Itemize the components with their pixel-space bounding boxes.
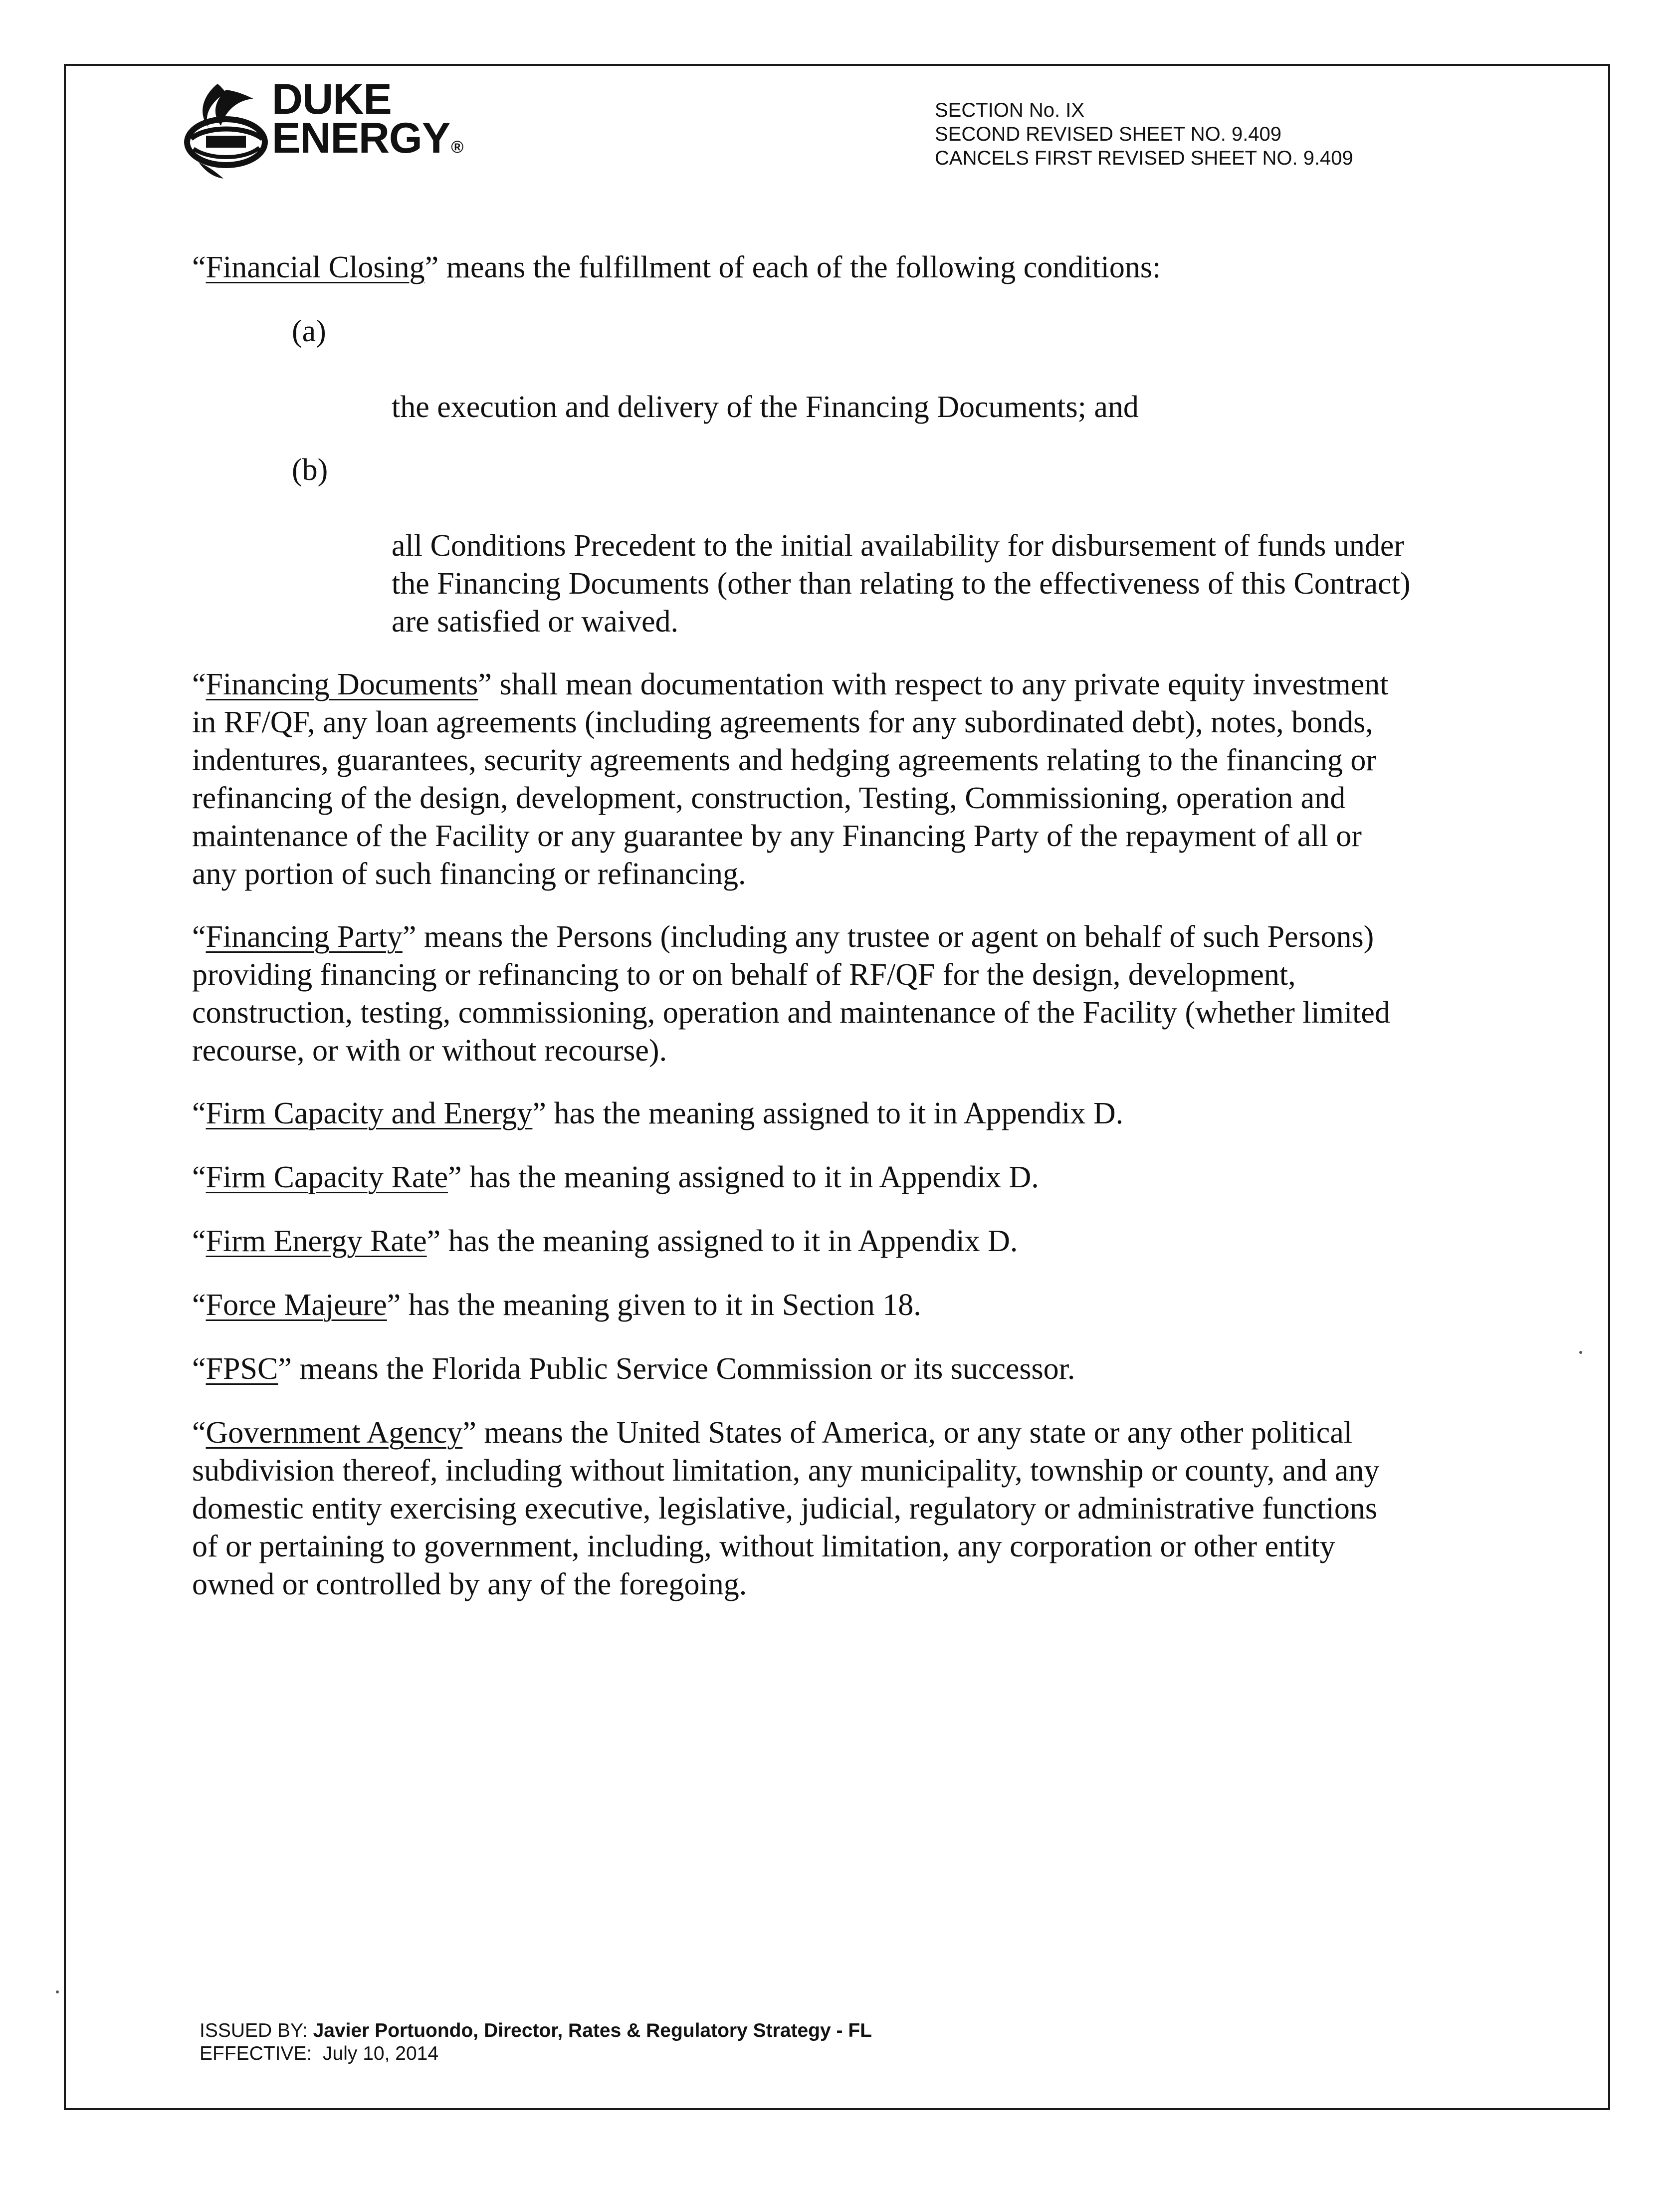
item-text: all Conditions Precedent to the initial availability for disbursement of funds under the Financing Documents (other than relating to the effectiveness of this Contract) are satisfied or waived. — [392, 529, 1411, 639]
definition-text: means the fulfillment of each of the following conditions: — [438, 250, 1161, 284]
definition-text: means the Persons (including any trustee or agent on behalf of such Persons) providing financing or refinancing to or on behalf of RF/QF for the design, development, construction, testing, commissioning, operation and maintenance of the Facility (whether limited recourse, or with or without recourse). — [192, 920, 1390, 1068]
definition-text: shall mean documentation with respect to any private equity investment in RF/QF, any loan agreements (including agreements for any subordinated debt), notes, bonds, indentures, guarantees, security agreements and hedging agreements relating to the financing or refinancing of the design, development, construction, Testing, Commissioning, operation and maintenance of the Facility or any guarantee by any Financing Party of the repayment of all or any portion of such financing or refinancing. — [192, 667, 1389, 891]
cancels-sheet: CANCELS FIRST REVISED SHEET NO. 9.409 — [935, 147, 1353, 169]
definition-force-majeure: “Force Majeure” has the meaning given to it in Section 18. — [192, 1288, 921, 1322]
definition-firm-capacity-energy: “Firm Capacity and Energy” has the meaning assigned to it in Appendix D. — [192, 1096, 1124, 1130]
effective-date: July 10, 2014 — [312, 2043, 439, 2064]
section-number: SECTION No. IX — [935, 99, 1085, 121]
item-label: (b) — [292, 453, 328, 487]
item-text: the execution and delivery of the Financing Documents; and — [392, 390, 1139, 424]
logo-wordmark — [272, 75, 463, 167]
sheet-number: SECOND REVISED SHEET NO. 9.409 — [935, 123, 1282, 145]
definition-text: has the meaning given to it in Section 18. — [401, 1288, 921, 1322]
item-label: (a) — [292, 314, 326, 348]
defined-term: FPSC — [206, 1352, 278, 1386]
effective-label: EFFECTIVE: — [200, 2043, 312, 2064]
definition-text: means the United States of America, or any state or any other political subdivision thereof, including without limitation, any municipality, township or county, and any domestic entity exercising executive, legislative, judicial, regulatory or administrative functions of or pertaining to government, including, without limitation, any corporation or other entity owned or controlled by any of the foregoing. — [192, 1416, 1380, 1601]
definition-financial-closing: “Financial Closing” means the fulfillment of each of the following conditions: — [192, 250, 1161, 284]
defined-term: Firm Energy Rate — [206, 1224, 427, 1258]
definition-text: has the meaning assigned to it in Appendix D. — [461, 1160, 1039, 1194]
defined-term: Government Agency — [206, 1416, 463, 1450]
definitions-body — [192, 248, 1479, 1628]
definition-financing-documents: “Financing Documents” shall mean documentation with respect to any private equity investment in RF/QF, any loan agreements (including agreements for any subordinated debt), notes, bonds, indentures, guarantees, security agreements and hedging agreements relating to the financing or refinancing of the design, development, construction, Testing, Commissioning, operation and maintenance of the Facility or any guarantee by any Financing Party of the repayment of all or any portion of such financing or refinancing. — [192, 667, 1389, 891]
issued-by-value: Javier Portuondo, Director, Rates & Regulatory Strategy - FL — [307, 2020, 872, 2041]
scan-speck — [1579, 1351, 1582, 1354]
defined-term: Financing Party — [206, 920, 403, 954]
condition-item-b — [192, 451, 1479, 641]
issued-by-label: ISSUED BY: — [200, 2020, 308, 2041]
definition-text: means the Florida Public Service Commission or its successor. — [291, 1352, 1075, 1386]
definition-firm-energy-rate: “Firm Energy Rate” has the meaning assigned to it in Appendix D. — [192, 1224, 1018, 1258]
definition-financing-party: “Financing Party” means the Persons (including any trustee or agent on behalf of such Persons) providing financing or refinancing to or on behalf of RF/QF for the design, development, construction, testing, commissioning, operation and maintenance of the Facility (whether limited recourse, or with or without recourse). — [192, 920, 1390, 1068]
effective-line — [200, 2042, 872, 2065]
logo-line1: DUKE — [272, 75, 392, 123]
defined-term: Firm Capacity and Energy — [206, 1096, 533, 1130]
defined-term: Financial Closing — [206, 250, 425, 284]
defined-term: Financing Documents — [206, 667, 478, 701]
scan-speck — [56, 1990, 59, 1993]
condition-item-a — [192, 312, 1479, 426]
definition-firm-capacity-rate: “Firm Capacity Rate” has the meaning assigned to it in Appendix D. — [192, 1160, 1039, 1194]
definition-text: has the meaning assigned to it in Appendix D. — [440, 1224, 1018, 1258]
logo-line2: ENERGY — [272, 114, 450, 162]
duke-energy-logo — [179, 75, 478, 185]
issuance-footer — [200, 2019, 872, 2065]
duke-energy-globe-flame-icon — [179, 80, 273, 180]
defined-term: Firm Capacity Rate — [206, 1160, 448, 1194]
issued-by-line — [200, 2019, 872, 2042]
definition-text: has the meaning assigned to it in Appendix D. — [546, 1096, 1124, 1130]
sheet-header — [935, 98, 1353, 170]
definition-fpsc: “FPSC” means the Florida Public Service Commission or its successor. — [192, 1352, 1075, 1386]
defined-term: Force Majeure — [206, 1288, 387, 1322]
definition-government-agency: “Government Agency” means the United States of America, or any state or any other political subdivision thereof, including without limitation, any municipality, township or county, and any domestic entity exercising executive, legislative, judicial, regulatory or administrative functions of or pertaining to government, including, without limitation, any corporation or other entity owned or controlled by any of the foregoing. — [192, 1416, 1380, 1601]
registered-mark: ® — [451, 138, 463, 157]
